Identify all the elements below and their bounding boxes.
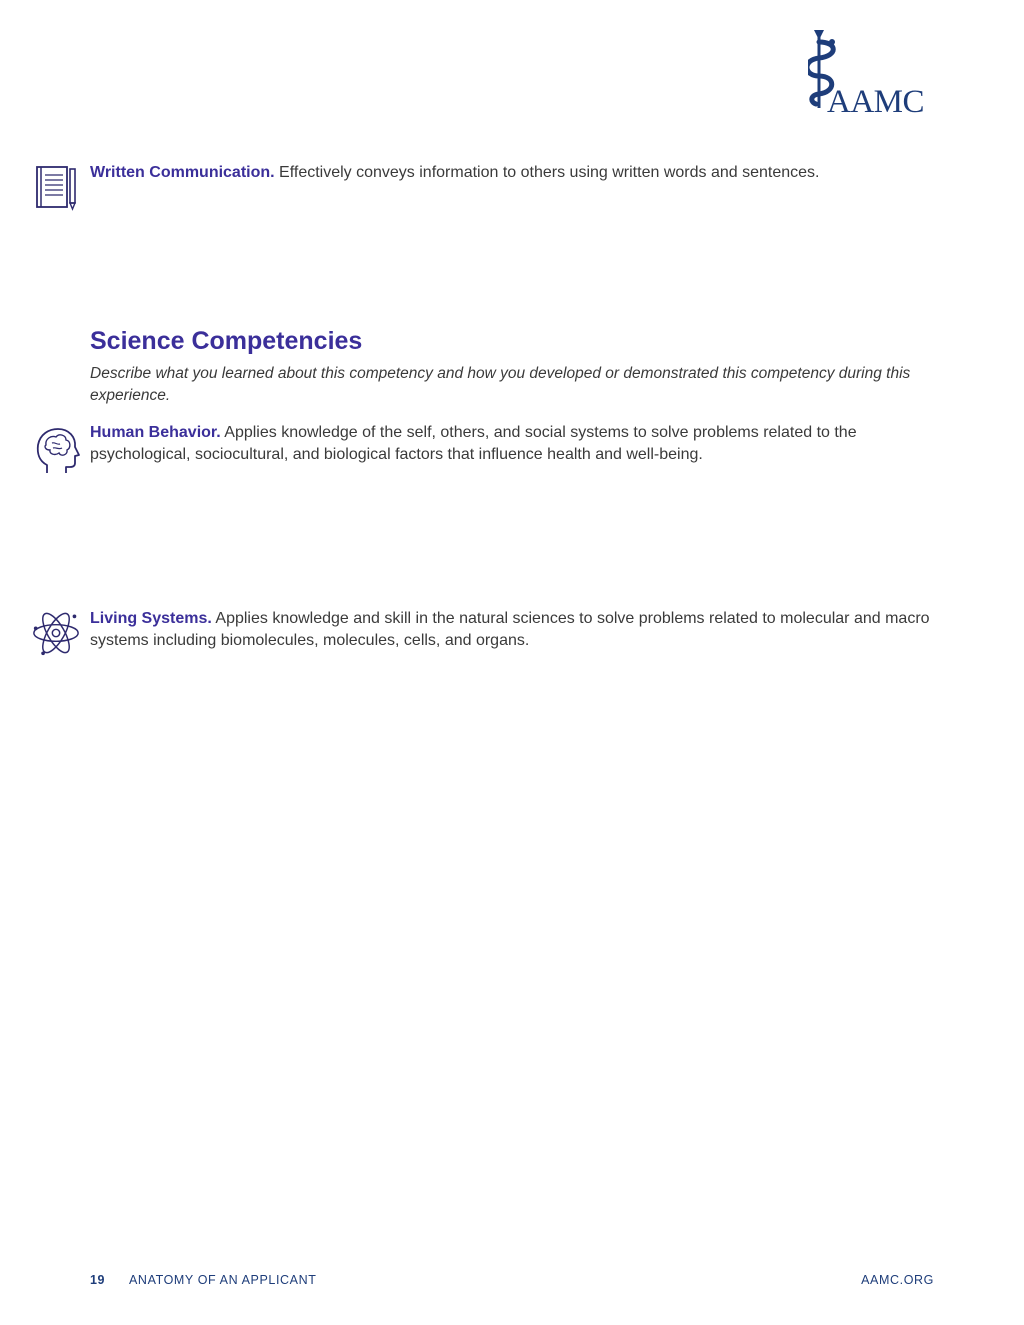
written-communication-text: Effectively conveys information to others using written words and sentences. <box>274 164 820 181</box>
website-link[interactable]: AAMC.ORG <box>861 1273 934 1287</box>
head-brain-icon <box>33 425 81 477</box>
written-communication-title: Written Communication. <box>90 164 275 181</box>
section-description: Describe what you learned about this competency and how you developed or demonstrated this competency during this experience. <box>90 365 911 404</box>
living-systems-text: Applies knowledge and skill in the natural sciences to solve problems related to molecular and macro systems including biomolecules, molecules, cells, and organs. <box>90 610 930 649</box>
atom-icon <box>32 607 80 659</box>
notebook-pen-icon <box>32 163 80 215</box>
page-number: 19 <box>90 1273 106 1287</box>
written-communication-item <box>90 162 940 184</box>
human-behavior-text: Applies knowledge of the self, others, and social systems to solve problems related to the psychological, sociocultural, and biological factors that influence health and well-being. <box>90 424 857 463</box>
logo-wordmark: AAMC <box>827 84 925 120</box>
aamc-logo <box>808 28 938 126</box>
living-systems-title: Living Systems. <box>90 610 212 627</box>
human-behavior-item <box>90 422 940 466</box>
living-systems-item <box>90 608 940 652</box>
section-heading: Science Competencies <box>90 327 363 355</box>
human-behavior-title: Human Behavior. <box>90 424 221 441</box>
document-title: ANATOMY OF AN APPLICANT <box>129 1273 317 1287</box>
